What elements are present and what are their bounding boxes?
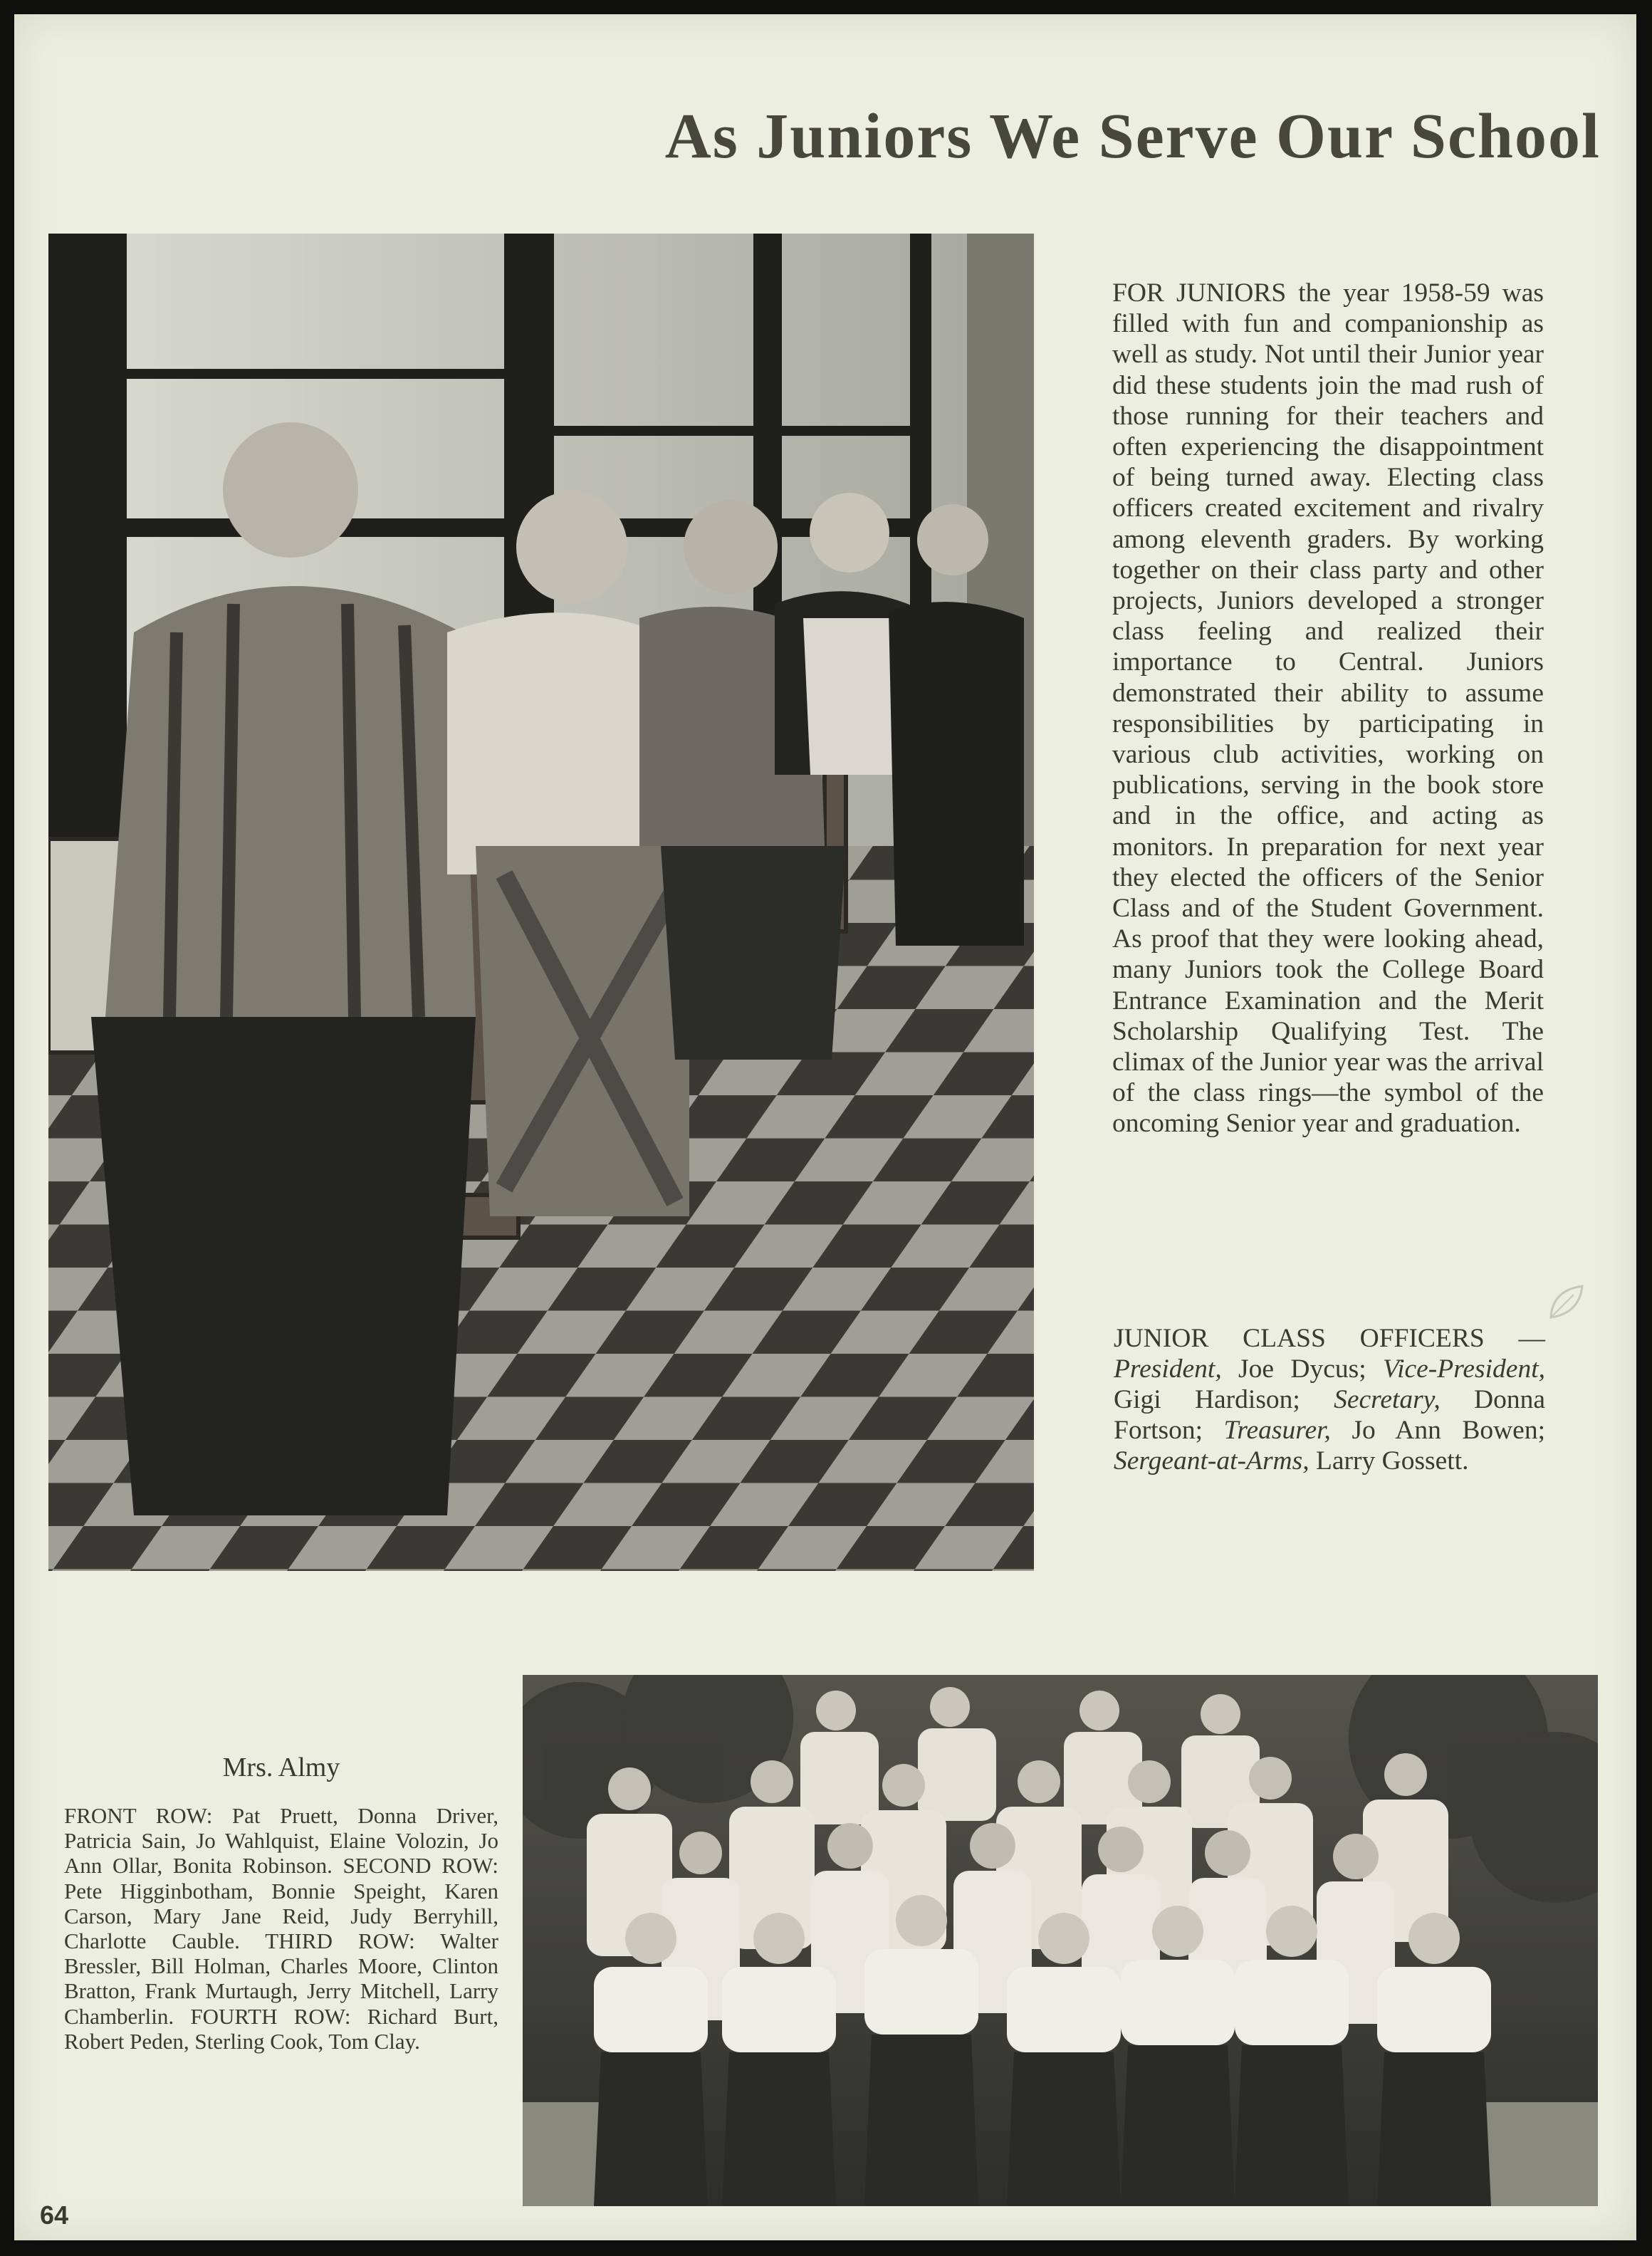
officer-title-president: President, bbox=[1114, 1354, 1222, 1384]
officer-name-president: Joe Dycus; bbox=[1221, 1354, 1383, 1384]
classroom-photo-illustration bbox=[48, 234, 1034, 1571]
officer-name-sergeant-at-arms: Larry Gossett. bbox=[1309, 1446, 1469, 1476]
officer-title-sergeant-at-arms: Sergeant-at-Arms, bbox=[1114, 1446, 1309, 1476]
officer-name-secretary: Donna Fortson; bbox=[1114, 1385, 1545, 1445]
junior-class-officers bbox=[1114, 1323, 1545, 1476]
homeroom-teacher: Mrs. Almy bbox=[222, 1753, 340, 1782]
homeroom-caption: FRONT ROW: Pat Pruett, Donna Driver, Patricia Sain, Jo Wahlquist, Elaine Volozin, Jo Ann Ollar, Bonita Robinson. SECOND ROW: Pete Higginbotham, Bonnie Speight, Karen Carson, Mary Jane Reid, Judy Berryhill, Charlotte Cauble. THIRD ROW: Walter Bressler, Bill Holman, Charles Moore, Clinton Bratton, Frank Murtaugh, Jerry Mitchell, Larry Chamberlin. FOURTH ROW: Richard Burt, Robert Peden, Sterling Cook, Tom Clay. bbox=[64, 1803, 498, 2054]
page-title: As Juniors We Serve Our School bbox=[664, 101, 1601, 172]
leaf-icon bbox=[1545, 1280, 1588, 1323]
officer-title-vice-president: Vice-President, bbox=[1382, 1354, 1545, 1384]
officer-title-treasurer: Treasurer, bbox=[1223, 1416, 1331, 1445]
junior-year-article: FOR JUNIORS the year 1958-59 was filled with fun and companionship as well as study. Not until their Junior year did these students join the mad rush of those running for their teachers and often experiencing the disappointment of being turned away. Electing class officers created excitement and rivalry among eleventh graders. By working together on their class party and other projects, Juniors developed a stronger class feeling and realized their importance to Central. Juniors demonstrated their ability to assume responsibilities by participating in various club activities, working on publications, serving in the book store and in the office, and acting as monitors. In preparation for next year they elected the officers of the Senior Class and of the Student Government. As proof that they were looking ahead, many Juniors took the College Board Entrance Examination and the Merit Scholarship Qualifying Test. The climax of the Junior year was the arrival of the class rings—the symbol of the oncoming Senior year and graduation. bbox=[1112, 278, 1544, 1139]
officer-name-treasurer: Jo Ann Bowen; bbox=[1330, 1416, 1545, 1445]
officers-heading: JUNIOR CLASS OFFICERS — bbox=[1114, 1324, 1545, 1353]
officer-name-vice-president: Gigi Hardison; bbox=[1114, 1385, 1334, 1414]
homeroom-group-photo bbox=[523, 1675, 1598, 2206]
officer-title-secretary: Secretary, bbox=[1334, 1385, 1441, 1414]
group-photo-illustration bbox=[523, 1675, 1598, 2206]
page-number: 64 bbox=[40, 2200, 69, 2230]
yearbook-page bbox=[14, 14, 1636, 2240]
classroom-photo bbox=[48, 234, 1034, 1571]
